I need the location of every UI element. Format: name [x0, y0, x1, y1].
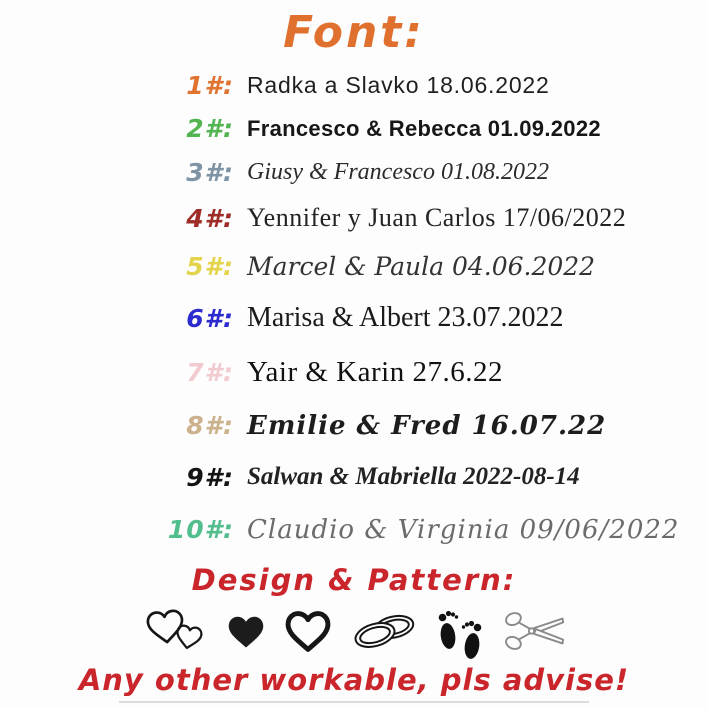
- font-sample-row: [138, 195, 708, 242]
- bottom-divider: [119, 701, 589, 703]
- font-sample-text: Yennifer y Juan Carlos 17/06/2022: [247, 203, 627, 233]
- font-sample-text: Radka a Slavko 18.06.2022: [247, 72, 550, 99]
- font-sample-row: [138, 345, 708, 400]
- font-sample-row: [138, 503, 708, 557]
- font-sample-row: [138, 151, 708, 195]
- filled-heart-icon: [226, 613, 266, 650]
- font-number-label: 1#:: [186, 71, 234, 101]
- font-number-label: 3#:: [186, 158, 234, 188]
- font-sample-row: [138, 452, 708, 503]
- font-sample-row: [138, 65, 708, 107]
- font-sample-row: [138, 107, 708, 151]
- footprints-icon: [435, 603, 485, 659]
- design-pattern-title: Design & Pattern:: [191, 562, 517, 597]
- font-sample-text: Claudio & Virginia 09/06/2022: [247, 514, 680, 545]
- font-sample-text: Giusy & Francesco 01.08.2022: [247, 159, 549, 186]
- font-number-label: 7#:: [186, 357, 234, 387]
- outline-heart-icon: [283, 608, 333, 654]
- font-sample-row: [138, 292, 708, 345]
- font-number-label: 5#:: [186, 252, 234, 282]
- font-sample-text: Marisa & Albert 23.07.2022: [247, 302, 564, 334]
- wedding-rings-icon: [350, 608, 418, 654]
- font-number-label: 6#:: [186, 303, 234, 333]
- font-sample-row: [138, 242, 708, 292]
- font-number-label: 10#:: [167, 515, 234, 545]
- font-sample-text: Francesco & Rebecca 01.09.2022: [247, 115, 601, 141]
- font-sample-row: [138, 400, 708, 452]
- font-sample-text: Salwan & Mabriella 2022-08-14: [247, 463, 580, 491]
- font-number-label: 9#:: [186, 462, 234, 492]
- font-number-label: 2#:: [186, 114, 234, 144]
- double-hearts-icon: [145, 605, 209, 657]
- font-sample-text: Yair & Karin 27.6.22: [247, 355, 503, 388]
- font-sample-text: Marcel & Paula 04.06.2022: [247, 252, 596, 282]
- font-number-label: 8#:: [186, 411, 234, 441]
- pattern-icons-row: [0, 603, 708, 659]
- page-title: Font:: [283, 7, 425, 58]
- font-sample-text: Emilie & Fred 16.07.22: [247, 410, 607, 441]
- font-number-label: 4#:: [186, 203, 234, 233]
- font-list: [0, 65, 708, 557]
- scissors-icon: [502, 610, 564, 652]
- bottom-note: Any other workable, pls advise!: [78, 663, 630, 698]
